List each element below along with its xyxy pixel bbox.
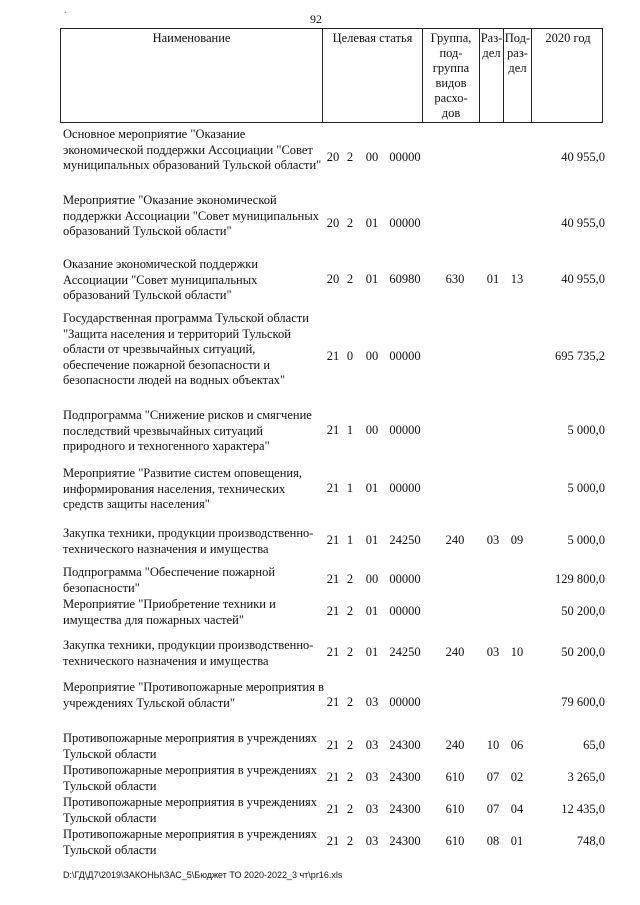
- row-name: Мероприятие "Приобретение техники и имущества для пожарных частей": [63, 597, 276, 627]
- row-d: 00000: [389, 150, 421, 164]
- table-row: [0, 311, 640, 403]
- row-amount: 65,0: [583, 738, 605, 752]
- row-sec: 07: [486, 802, 500, 816]
- row-d: 24250: [389, 645, 421, 659]
- row-name: Противопожарные мероприятия в учреждениях Тульской области: [63, 795, 318, 825]
- table-row: [0, 638, 640, 668]
- row-name: Подпрограмма "Обеспечение пожарной безопасности": [63, 565, 276, 595]
- header-section: Раз- дел: [480, 29, 504, 122]
- row-sec: 08: [486, 834, 500, 848]
- table-row: [0, 408, 640, 454]
- row-a: 21: [326, 481, 340, 495]
- row-b: 2: [346, 216, 354, 230]
- row-c: 00: [365, 349, 379, 363]
- row-a: 20: [326, 216, 340, 230]
- row-b: 1: [346, 533, 354, 547]
- row-d: 00000: [389, 695, 421, 709]
- row-name: Мероприятие "Оказание экономической поддержки Ассоциации "Совет муниципальных образований Тульской области": [63, 193, 319, 238]
- row-b: 0: [346, 349, 354, 363]
- row-a: 21: [326, 604, 340, 618]
- header-name: Наименование: [61, 29, 323, 122]
- table-row: [0, 827, 640, 857]
- row-amount: 40 955,0: [561, 150, 605, 164]
- row-c: 01: [365, 216, 379, 230]
- row-a: 20: [326, 272, 340, 286]
- row-grp: 240: [445, 533, 465, 547]
- row-amount: 40 955,0: [561, 216, 605, 230]
- row-name: Мероприятие "Развитие систем оповещения, информирования населения, технических средств защиты населения": [63, 466, 302, 511]
- row-c: 03: [365, 770, 379, 784]
- row-d: 60980: [389, 272, 421, 286]
- scan-mark: ·: [64, 8, 68, 19]
- table-row: [0, 731, 640, 761]
- row-d: 00000: [389, 572, 421, 586]
- row-a: 21: [326, 770, 340, 784]
- table-header: [60, 28, 603, 123]
- row-name: Противопожарные мероприятия в учреждениях Тульской области: [63, 731, 318, 761]
- row-a: 21: [326, 572, 340, 586]
- row-d: 00000: [389, 481, 421, 495]
- row-amount: 695 735,2: [555, 349, 605, 363]
- row-b: 1: [346, 481, 354, 495]
- table-row: [0, 597, 640, 627]
- row-grp: 630: [445, 272, 465, 286]
- row-amount: 50 200,0: [561, 645, 605, 659]
- row-grp: 240: [445, 738, 465, 752]
- row-amount: 748,0: [576, 834, 605, 848]
- table-row: [0, 466, 640, 512]
- row-amount: 50 200,0: [561, 604, 605, 618]
- row-d: 24300: [389, 802, 421, 816]
- table-row: [0, 763, 640, 793]
- row-amount: 129 800,0: [555, 572, 605, 586]
- row-b: 2: [346, 272, 354, 286]
- row-name: Закупка техники, продукции производственно-технического назначения и имущества: [63, 638, 314, 668]
- row-grp: 610: [445, 834, 465, 848]
- header-subsection: Под- раз- дел: [504, 29, 532, 122]
- page-number: 92: [310, 12, 322, 26]
- row-a: 21: [326, 834, 340, 848]
- table-row: [0, 193, 640, 255]
- header-target: Целевая статья: [323, 29, 423, 122]
- row-sec: 07: [486, 770, 500, 784]
- row-sub: 02: [510, 770, 524, 784]
- row-name: Противопожарные мероприятия в учреждениях Тульской области: [63, 763, 318, 793]
- row-amount: 3 265,0: [567, 770, 605, 784]
- row-a: 21: [326, 533, 340, 547]
- row-a: 21: [326, 802, 340, 816]
- row-amount: 79 600,0: [561, 695, 605, 709]
- row-c: 00: [365, 423, 379, 437]
- row-a: 21: [326, 695, 340, 709]
- header-group: Группа, под- группа видов расхо- дов: [423, 29, 480, 122]
- row-d: 24300: [389, 834, 421, 848]
- row-name: Противопожарные мероприятия в учреждениях Тульской области: [63, 827, 318, 857]
- row-c: 00: [365, 150, 379, 164]
- row-amount: 5 000,0: [567, 533, 605, 547]
- row-sub: 10: [510, 645, 524, 659]
- row-a: 21: [326, 645, 340, 659]
- row-b: 2: [346, 695, 354, 709]
- row-sub: 04: [510, 802, 524, 816]
- row-a: 21: [326, 349, 340, 363]
- row-b: 2: [346, 604, 354, 618]
- row-d: 24300: [389, 770, 421, 784]
- row-name: Оказание экономической поддержки Ассоциации "Совет муниципальных образований Тульской области": [63, 257, 259, 302]
- row-sub: 09: [510, 533, 524, 547]
- row-c: 03: [365, 834, 379, 848]
- row-sec: 10: [486, 738, 500, 752]
- row-sub: 13: [510, 272, 524, 286]
- table-row: [0, 257, 640, 303]
- row-b: 2: [346, 572, 354, 586]
- table-row: [0, 680, 640, 726]
- row-b: 2: [346, 738, 354, 752]
- row-d: 24300: [389, 738, 421, 752]
- row-c: 03: [365, 738, 379, 752]
- row-c: 01: [365, 272, 379, 286]
- row-b: 2: [346, 834, 354, 848]
- row-name: Подпрограмма "Снижение рисков и смягчение последствий чрезвычайных ситуаций природного и техногенного характера": [63, 408, 312, 453]
- file-path-footer: D:\ГД\Д7\2019\ЗАКОНЫ\ЗАС_5\Бюджет ТО 2020-2022_3 чт\pr16.xls: [63, 870, 343, 880]
- row-c: 01: [365, 604, 379, 618]
- table-row: [0, 795, 640, 825]
- row-c: 03: [365, 695, 379, 709]
- row-b: 2: [346, 150, 354, 164]
- header-year: 2020 год: [545, 31, 591, 45]
- row-d: 24250: [389, 533, 421, 547]
- row-b: 2: [346, 770, 354, 784]
- row-name: Закупка техники, продукции производственно-технического назначения и имущества: [63, 526, 314, 556]
- row-c: 01: [365, 481, 379, 495]
- row-c: 01: [365, 533, 379, 547]
- row-grp: 610: [445, 770, 465, 784]
- row-sec: 03: [486, 533, 500, 547]
- table-row: [0, 127, 640, 189]
- row-sec: 03: [486, 645, 500, 659]
- row-amount: 5 000,0: [567, 423, 605, 437]
- row-sec: 01: [486, 272, 500, 286]
- row-amount: 12 435,0: [561, 802, 605, 816]
- row-d: 00000: [389, 349, 421, 363]
- table-row: [0, 526, 640, 556]
- row-d: 00000: [389, 604, 421, 618]
- row-b: 1: [346, 423, 354, 437]
- row-c: 01: [365, 645, 379, 659]
- row-a: 20: [326, 150, 340, 164]
- row-name: Мероприятие "Противопожарные мероприятия в учреждениях Тульской области": [63, 680, 324, 710]
- row-a: 21: [326, 738, 340, 752]
- row-sub: 01: [510, 834, 524, 848]
- table-row: [0, 565, 640, 595]
- row-name: Основное мероприятие "Оказание экономической поддержки Ассоциации "Совет муниципальных образований Тульской области": [63, 127, 322, 172]
- row-grp: 610: [445, 802, 465, 816]
- row-b: 2: [346, 645, 354, 659]
- row-amount: 5 000,0: [567, 481, 605, 495]
- row-d: 00000: [389, 423, 421, 437]
- row-name: Государственная программа Тульской области "Защита населения и территорий Тульской области от чрезвычайных ситуаций, обеспечение пожарной безопасности и безопасности людей на водных объектах": [63, 311, 309, 387]
- row-a: 21: [326, 423, 340, 437]
- row-b: 2: [346, 802, 354, 816]
- row-grp: 240: [445, 645, 465, 659]
- row-c: 03: [365, 802, 379, 816]
- row-d: 00000: [389, 216, 421, 230]
- row-sub: 06: [510, 738, 524, 752]
- row-amount: 40 955,0: [561, 272, 605, 286]
- row-c: 00: [365, 572, 379, 586]
